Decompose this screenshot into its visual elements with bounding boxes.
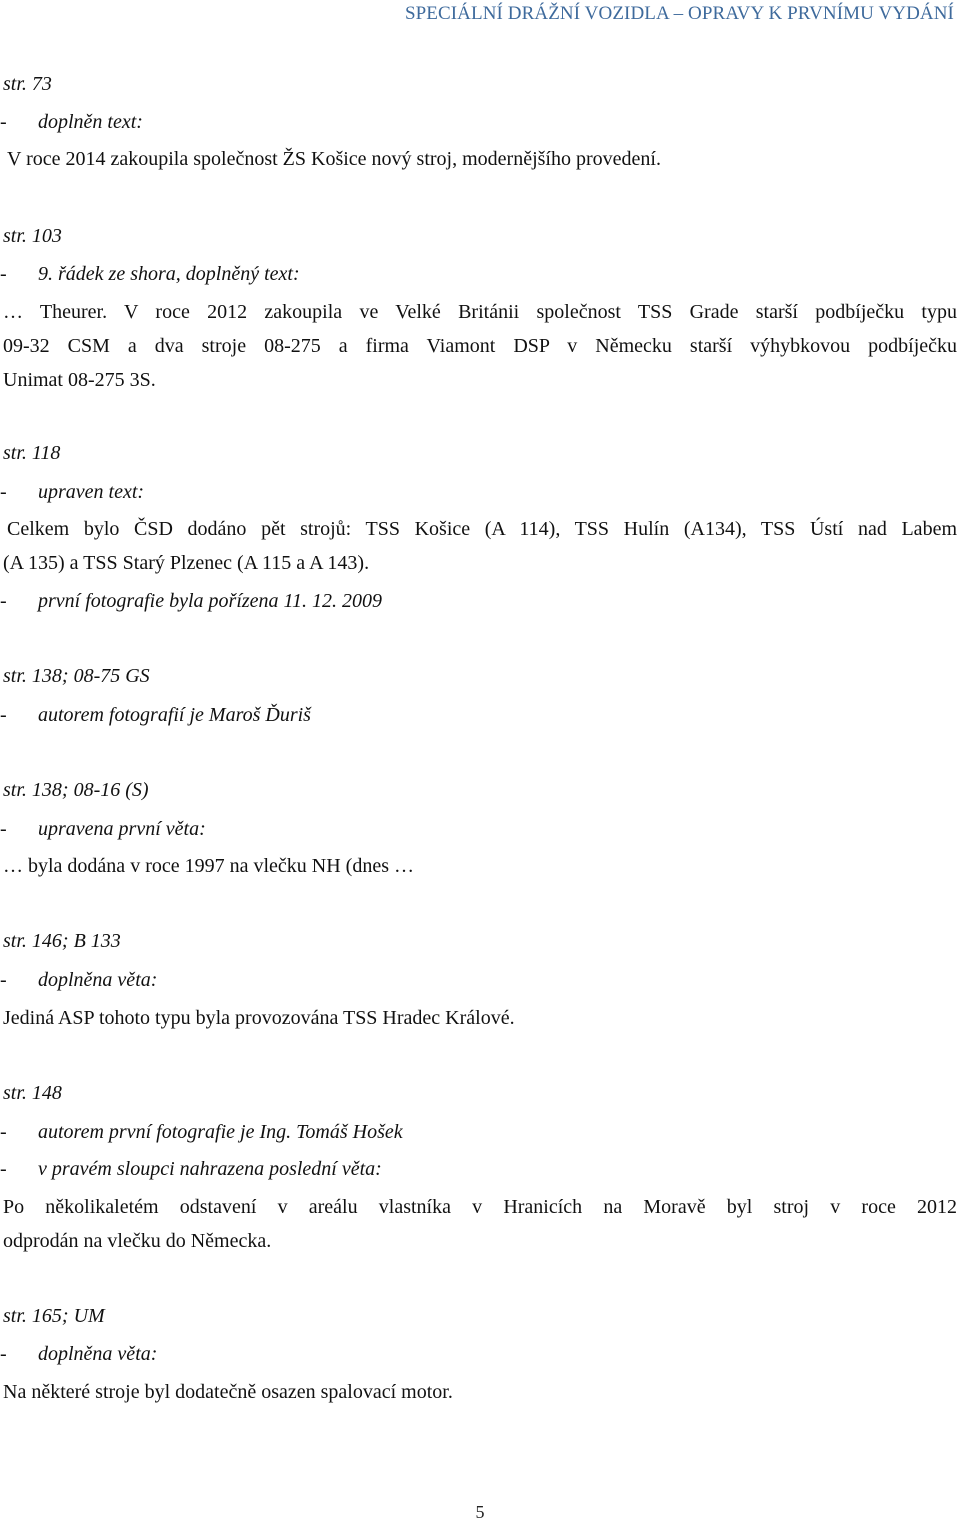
body-text: … byla dodána v roce 1997 na vlečku NH (dnes … [3, 855, 414, 877]
list-item: - autorem první fotografie je Ing. Tomáš Hošek [0, 1121, 403, 1143]
body-text: … Theurer. V roce 2012 zakoupila ve Velké Británii společnost TSS Grade starší podbíječku typu [3, 301, 957, 323]
section-ref-73: str. 73 [3, 73, 52, 95]
list-item: - v pravém sloupci nahrazena poslední věta: [0, 1158, 382, 1180]
list-item: - doplněna věta: [0, 969, 158, 991]
list-item: - upravena první věta: [0, 818, 206, 840]
section-ref-165: str. 165; UM [3, 1305, 105, 1327]
list-item: - upraven text: [0, 481, 145, 503]
page-number: 5 [475, 1502, 485, 1522]
section-ref-148: str. 148 [3, 1082, 62, 1104]
body-text: Na některé stroje byl dodatečně osazen spalovací motor. [3, 1381, 453, 1403]
list-item: - autorem fotografií je Maroš Ďuriš [0, 704, 311, 726]
body-text: Po několikaletém odstavení v areálu vlastníka v Hranicích na Moravě byl stroj v roce 2012 [3, 1196, 957, 1218]
body-text: Celkem bylo ČSD dodáno pět strojů: TSS Košice (A 114), TSS Hulín (A134), TSS Ústí nad Labem [7, 518, 957, 540]
body-text: V roce 2014 zakoupila společnost ŽS Košice nový stroj, modernějšího provedení. [7, 148, 661, 170]
list-item: - doplněna věta: [0, 1343, 158, 1365]
section-ref-138-gs: str. 138; 08-75 GS [3, 665, 150, 687]
section-ref-146: str. 146; B 133 [3, 930, 121, 952]
body-text: Jediná ASP tohoto typu byla provozována TSS Hradec Králové. [3, 1007, 515, 1029]
section-ref-118: str. 118 [3, 442, 61, 464]
section-ref-103: str. 103 [3, 225, 62, 247]
list-item: - 9. řádek ze shora, doplněný text: [0, 263, 300, 285]
list-item: - doplněn text: [0, 111, 143, 133]
body-text: odprodán na vlečku do Německa. [3, 1230, 272, 1252]
section-ref-138-s: str. 138; 08-16 (S) [3, 779, 149, 801]
body-text: Unimat 08-275 3S. [3, 369, 156, 391]
body-text: (A 135) a TSS Starý Plzenec (A 115 a A 143). [3, 552, 370, 574]
list-item: - první fotografie byla pořízena 11. 12. 2009 [0, 590, 383, 612]
page-header: SPECIÁLNÍ DRÁŽNÍ VOZIDLA – OPRAVY K PRVNÍMU VYDÁNÍ [404, 3, 954, 24]
body-text: 09-32 CSM a dva stroje 08-275 a firma Viamont DSP v Německu starší výhybkovou podbíječku [3, 335, 957, 357]
